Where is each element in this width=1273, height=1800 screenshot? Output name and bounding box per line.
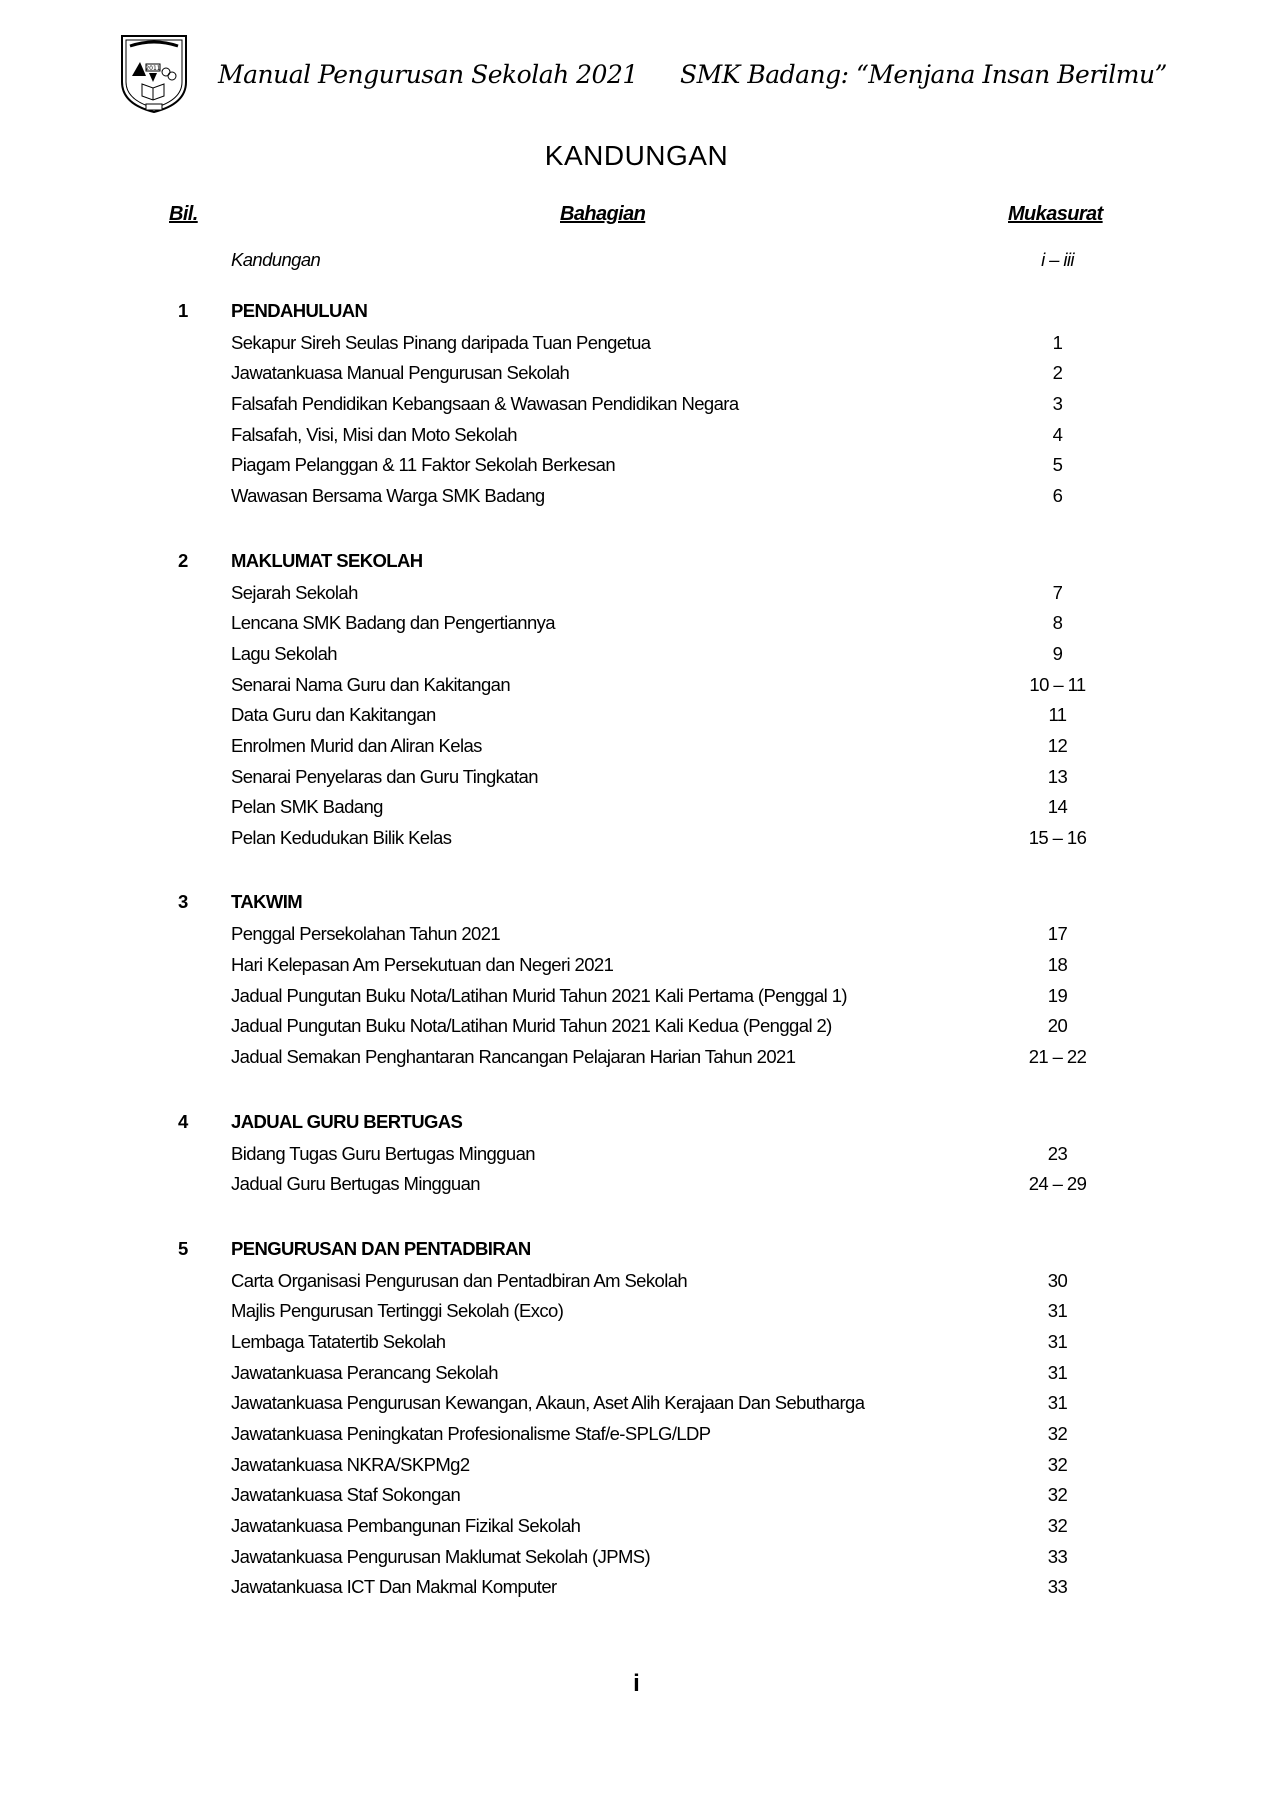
entry-page: 19 — [1047, 984, 1068, 1006]
entry-page: 33 — [1047, 1576, 1068, 1598]
entry-title: Sekapur Sireh Seulas Pinang daripada Tuan Pengetua — [231, 331, 651, 353]
entry-title: Pelan Kedudukan Bilik Kelas — [231, 827, 452, 848]
section-title: JADUAL GURU BERTUGAS — [231, 1110, 463, 1132]
header-school-motto: SMK Badang: “Menjana Insan Berilmu” — [680, 60, 1167, 89]
column-header-mukasurat: Mukasurat — [1008, 203, 1103, 225]
toc-entry[interactable] — [0, 1296, 1273, 1327]
entry-title: Sejarah Sekolah — [231, 581, 358, 603]
entry-page: i – iii — [1041, 249, 1074, 270]
toc-entry[interactable] — [0, 1480, 1273, 1511]
entry-page: 24 – 29 — [1028, 1173, 1087, 1195]
entry-title: Jawatankuasa Peningkatan Profesionalisme Staf/e-SPLG/LDP — [231, 1423, 711, 1444]
page-title: KANDUNGAN — [544, 140, 729, 171]
toc-entry[interactable] — [0, 762, 1273, 793]
entry-title: Jadual Guru Bertugas Mingguan — [231, 1173, 480, 1195]
entry-title: Lagu Sekolah — [231, 642, 337, 664]
toc-entry[interactable] — [0, 1042, 1273, 1073]
entry-page: 23 — [1047, 1142, 1068, 1164]
section-heading[interactable] — [0, 1104, 1273, 1139]
entry-title: Jadual Semakan Penghantaran Rancangan Pelajaran Harian Tahun 2021 — [231, 1046, 796, 1068]
section-title: PENDAHULUAN — [231, 299, 368, 321]
toc-entry[interactable] — [0, 328, 1273, 359]
entry-page: 6 — [1052, 485, 1063, 507]
svg-text:2011: 2011 — [145, 65, 161, 72]
toc-entry[interactable] — [0, 420, 1273, 451]
toc-entry[interactable] — [0, 450, 1273, 481]
section-number: 5 — [178, 1237, 188, 1259]
entry-title: Lembaga Tatatertib Sekolah — [231, 1330, 446, 1352]
entry-title: Senarai Penyelaras dan Guru Tingkatan — [231, 765, 538, 787]
toc-entry[interactable] — [0, 1511, 1273, 1542]
entry-page: 32 — [1047, 1423, 1068, 1444]
toc-entry[interactable] — [0, 950, 1273, 981]
section-heading[interactable] — [0, 1231, 1273, 1266]
entry-page: 14 — [1047, 796, 1068, 818]
toc-entry[interactable] — [0, 1572, 1273, 1603]
entry-page: 17 — [1047, 923, 1068, 945]
toc-entry[interactable] — [0, 1139, 1273, 1170]
toc-entry[interactable] — [0, 1011, 1273, 1042]
toc-entry[interactable] — [0, 358, 1273, 389]
entry-title: Bidang Tugas Guru Bertugas Mingguan — [231, 1142, 535, 1164]
toc-entry[interactable] — [0, 389, 1273, 420]
entry-title: Wawasan Bersama Warga SMK Badang — [231, 485, 545, 507]
entry-page: 3 — [1052, 393, 1063, 415]
entry-title: Jadual Pungutan Buku Nota/Latihan Murid Tahun 2021 Kali Pertama (Penggal 1) — [231, 984, 847, 1006]
toc-entry[interactable] — [0, 670, 1273, 701]
column-header-bil: Bil. — [169, 203, 198, 225]
entry-title: Enrolmen Murid dan Aliran Kelas — [231, 734, 482, 756]
entry-page: 33 — [1047, 1545, 1068, 1567]
entry-title: Lencana SMK Badang dan Pengertiannya — [231, 612, 555, 634]
section-number: 2 — [178, 549, 188, 571]
entry-page: 31 — [1047, 1330, 1068, 1352]
entry-title: Jadual Pungutan Buku Nota/Latihan Murid Tahun 2021 Kali Kedua (Penggal 2) — [231, 1015, 832, 1037]
toc-entry[interactable] — [0, 700, 1273, 731]
entry-title: Data Guru dan Kakitangan — [231, 704, 436, 726]
entry-page: 31 — [1047, 1392, 1068, 1414]
entry-title: Hari Kelepasan Am Persekutuan dan Negeri 2021 — [231, 954, 614, 976]
entry-page: 32 — [1047, 1484, 1068, 1506]
toc-entry[interactable] — [0, 639, 1273, 670]
toc-entry[interactable] — [0, 1327, 1273, 1358]
entry-page: 31 — [1047, 1361, 1068, 1383]
section-title: TAKWIM — [231, 891, 303, 913]
toc-entry[interactable] — [0, 792, 1273, 823]
column-header-bahagian: Bahagian — [560, 203, 646, 225]
toc-entry[interactable] — [0, 1419, 1273, 1450]
toc-entry[interactable] — [0, 1542, 1273, 1573]
toc-entry[interactable] — [0, 608, 1273, 639]
toc-entry[interactable] — [0, 1388, 1273, 1419]
toc-entry[interactable] — [0, 1169, 1273, 1200]
section-number: 4 — [178, 1110, 188, 1132]
entry-title: Senarai Nama Guru dan Kakitangan — [231, 673, 511, 695]
toc-entry[interactable] — [0, 981, 1273, 1012]
entry-page: 7 — [1052, 581, 1063, 603]
section-heading[interactable] — [0, 884, 1273, 919]
entry-page: 5 — [1052, 454, 1063, 476]
header-manual-title: Manual Pengurusan Sekolah 2021 — [218, 60, 638, 89]
entry-page: 2 — [1052, 362, 1063, 384]
entry-page: 32 — [1047, 1453, 1068, 1475]
toc-entry[interactable] — [0, 919, 1273, 950]
entry-page: 32 — [1047, 1515, 1068, 1537]
section-heading[interactable] — [0, 543, 1273, 578]
entry-title: Jawatankuasa Pembangunan Fizikal Sekolah — [231, 1515, 581, 1537]
entry-title: Jawatankuasa Perancang Sekolah — [231, 1361, 498, 1383]
entry-page: 15 – 16 — [1028, 827, 1087, 848]
page-number: i — [633, 1670, 640, 1697]
entry-page: 4 — [1052, 423, 1063, 445]
toc-entry[interactable] — [0, 481, 1273, 512]
toc-entry[interactable] — [0, 731, 1273, 762]
section-title: MAKLUMAT SEKOLAH — [231, 549, 423, 571]
school-crest-logo — [116, 32, 192, 114]
entry-page: 9 — [1052, 642, 1063, 664]
entry-title: Piagam Pelanggan & 11 Faktor Sekolah Berkesan — [231, 454, 616, 476]
entry-title: Jawatankuasa NKRA/SKPMg2 — [231, 1453, 470, 1475]
toc-entry-intro[interactable] — [0, 245, 1273, 276]
entry-title: Falsafah Pendidikan Kebangsaan & Wawasan Pendidikan Negara — [231, 393, 739, 415]
entry-page: 20 — [1047, 1015, 1068, 1037]
toc-entry[interactable] — [0, 1450, 1273, 1481]
entry-title: Majlis Pengurusan Tertinggi Sekolah (Exco) — [231, 1300, 564, 1322]
entry-title: Jawatankuasa Pengurusan Maklumat Sekolah (JPMS) — [231, 1545, 651, 1567]
entry-page: 8 — [1052, 612, 1063, 634]
toc-entry[interactable] — [0, 823, 1273, 854]
entry-title: Carta Organisasi Pengurusan dan Pentadbiran Am Sekolah — [231, 1269, 688, 1291]
entry-page: 18 — [1047, 954, 1068, 976]
entry-title: Falsafah, Visi, Misi dan Moto Sekolah — [231, 423, 517, 445]
entry-page: 13 — [1047, 765, 1068, 787]
entry-title: Jawatankuasa Staf Sokongan — [231, 1484, 461, 1506]
entry-page: 30 — [1047, 1269, 1068, 1291]
entry-page: 31 — [1047, 1300, 1068, 1322]
table-of-contents — [0, 245, 1273, 1603]
section-heading[interactable] — [0, 293, 1273, 328]
toc-entry[interactable] — [0, 1358, 1273, 1389]
entry-page: 11 — [1048, 704, 1067, 726]
entry-page: 12 — [1047, 734, 1068, 756]
entry-title: Pelan SMK Badang — [231, 796, 383, 818]
entry-title: Jawatankuasa Manual Pengurusan Sekolah — [231, 362, 570, 384]
entry-page: 21 – 22 — [1028, 1046, 1087, 1068]
entry-title: Jawatankuasa Pengurusan Kewangan, Akaun, Aset Alih Kerajaan Dan Sebutharga — [231, 1392, 865, 1414]
toc-entry[interactable] — [0, 578, 1273, 609]
toc-entry[interactable] — [0, 1266, 1273, 1297]
entry-page: 1 — [1052, 331, 1063, 353]
entry-title: Jawatankuasa ICT Dan Makmal Komputer — [231, 1576, 557, 1598]
section-title: PENGURUSAN DAN PENTADBIRAN — [231, 1237, 531, 1259]
entry-page: 10 – 11 — [1029, 673, 1086, 695]
section-number: 3 — [178, 891, 188, 913]
entry-title: Penggal Persekolahan Tahun 2021 — [231, 923, 501, 945]
entry-title: Kandungan — [231, 249, 321, 270]
section-number: 1 — [178, 299, 188, 321]
